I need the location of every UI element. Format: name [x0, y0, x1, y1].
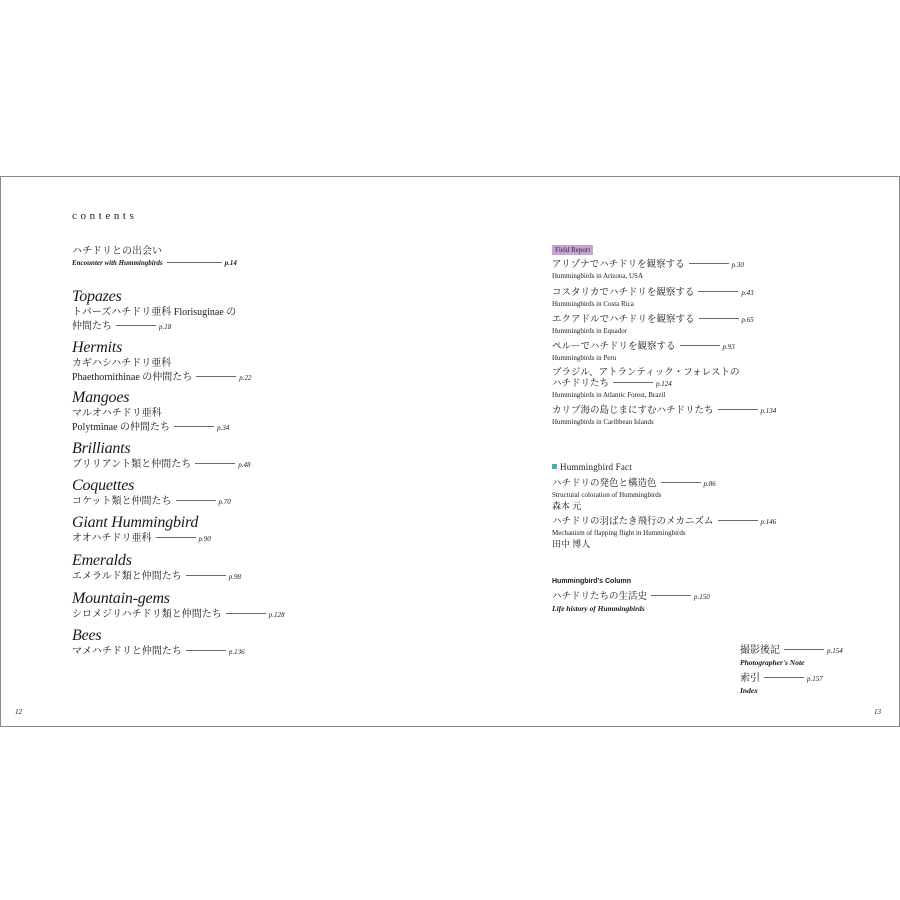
section-brilliants [72, 440, 250, 472]
contents-heading: contents [72, 210, 138, 222]
leader-line [718, 520, 758, 521]
section-title: シロメジリハチドリ類と仲間たち [72, 609, 222, 620]
page-ref: p.90 [198, 535, 211, 543]
page-ref: p.18 [159, 323, 172, 331]
leader-line [680, 345, 720, 346]
square-bullet-icon [552, 464, 557, 469]
leader-line [698, 291, 738, 292]
back-matter-index [740, 673, 823, 696]
page-number-left: 12 [15, 708, 22, 716]
leader-line [176, 500, 216, 501]
section-title: コケット類と仲間たち [72, 496, 172, 507]
toc-intro [72, 245, 237, 269]
page-ref: p.93 [722, 343, 735, 351]
page-ref: p.22 [239, 374, 252, 382]
entry-subtitle: Hummingbirds in Costa Rica [552, 300, 634, 308]
field-report-entry [552, 406, 776, 428]
page-number-right: 13 [874, 708, 881, 716]
leader-line [699, 318, 739, 319]
field-report-entry [552, 342, 735, 364]
entry-subtitle: Mechanism of flapping flight in Hummingbirds [552, 529, 686, 537]
leader-line [784, 649, 824, 650]
entry-title: ハチドリの発色と構造色 [552, 479, 657, 489]
page-ref: p.136 [228, 648, 245, 656]
entry-title-line [552, 260, 744, 271]
section-topazes [72, 288, 236, 334]
field-report-badge: Field Report [552, 245, 593, 255]
page-ref: p.157 [807, 675, 823, 683]
entry-title: ハチドリたち [552, 379, 610, 389]
entry-title-line [740, 673, 823, 685]
entry-title: ハチドリたちの生活史 [552, 592, 648, 602]
section-title: マメハチドリと仲間たち [72, 646, 182, 657]
section-mangoes [72, 389, 229, 435]
section-title-line [72, 608, 284, 622]
column-entry [552, 592, 710, 614]
section-title-line [72, 421, 229, 435]
section-name: Emeralds [72, 552, 132, 569]
leader-line [651, 595, 691, 596]
section-bees [72, 627, 245, 659]
fact-heading-text: Hummingbird Fact [560, 462, 632, 472]
page-ref: p.48 [238, 461, 251, 469]
page-ref: p.128 [268, 611, 285, 619]
leader-line [167, 262, 222, 263]
section-emeralds [72, 552, 241, 584]
entry-title: アリゾナでハチドリを観察する [552, 260, 685, 270]
section-name: Coquettes [72, 477, 135, 494]
section-title-line [72, 532, 211, 546]
hummingbird-fact-heading [552, 462, 632, 472]
section-subfamily: トパーズハチドリ亜科 Florisuginae の [72, 307, 237, 318]
entry-title-line [552, 592, 710, 603]
section-title-line [72, 458, 250, 472]
fact-entry [552, 517, 776, 550]
section-name: Hermits [72, 339, 123, 356]
section-title-line [72, 320, 236, 334]
entry-title-line [552, 517, 776, 528]
leader-line [186, 650, 226, 651]
section-subfamily: カギハシハチドリ亜科 [72, 358, 172, 369]
section-mountain-gems [72, 590, 284, 622]
section-hermits [72, 339, 252, 385]
entry-title: コスタリカでハチドリを観察する [552, 288, 695, 298]
entry-subtitle: Structural coloration of Hummingbirds [552, 491, 662, 499]
section-title-line [72, 495, 231, 509]
entry-title-first-line: ブラジル、アトランティック・フォレストの [552, 368, 740, 378]
page-ref: p.65 [741, 316, 754, 324]
entry-subtitle: Hummingbirds in Atlantic Forest, Brazil [552, 391, 666, 399]
entry-title: カリブ海の島じまにすむハチドリたち [552, 406, 714, 416]
leader-line [613, 382, 653, 383]
page-ref: p.86 [703, 480, 716, 488]
section-title: オオハチドリ亜科 [72, 533, 152, 544]
entry-subtitle: Hummingbirds in Peru [552, 354, 617, 362]
entry-subtitle: Hummingbirds in Caribbean Islands [552, 418, 654, 426]
entry-subtitle: Photographer's Note [740, 658, 805, 667]
leader-line [689, 263, 729, 264]
section-title-line [72, 645, 245, 659]
section-title: エメラルド類と仲間たち [72, 571, 182, 582]
entry-author: 田中 博人 [552, 539, 591, 549]
entry-title-line [552, 479, 716, 490]
page-ref: p.43 [741, 289, 754, 297]
field-report-entry [552, 368, 739, 401]
page-ref: p.70 [218, 498, 231, 506]
section-title: Phaethornithinae の仲間たち [72, 372, 193, 383]
section-name: Brilliants [72, 440, 131, 457]
leader-line [195, 463, 235, 464]
section-title: ブリリアント類と仲間たち [72, 459, 192, 470]
section-name: Giant Hummingbird [72, 514, 199, 531]
page-ref: p.34 [217, 424, 230, 432]
leader-line [718, 409, 758, 410]
leader-line [226, 613, 266, 614]
entry-title-line [552, 288, 754, 299]
page-ref: p.30 [731, 261, 744, 269]
section-title: Polytminae の仲間たち [72, 422, 171, 433]
section-giant-hummingbird [72, 514, 211, 546]
page-ref: p.154 [827, 647, 843, 655]
field-report-entry [552, 288, 754, 310]
entry-title-line [552, 315, 754, 326]
section-subfamily: マルオハチドリ亜科 [72, 408, 162, 419]
page-ref: p.124 [656, 380, 672, 388]
intro-subtitle: Encounter with Hummingbirds [72, 259, 163, 267]
page-ref: p.98 [228, 573, 241, 581]
leader-line [186, 575, 226, 576]
entry-title: 撮影後記 [740, 645, 780, 656]
field-report-entry [552, 315, 754, 337]
leader-line [116, 325, 156, 326]
field-report-entry [552, 260, 744, 282]
entry-title-line [740, 645, 843, 657]
entry-title-line [552, 342, 735, 353]
page-ref: p.150 [694, 593, 710, 601]
section-coquettes [72, 477, 231, 509]
page-ref: p.14 [224, 259, 237, 267]
leader-line [661, 482, 701, 483]
back-matter-photographers-note [740, 645, 843, 668]
page-ref: p.134 [760, 407, 777, 415]
entry-title: ペルーでハチドリを観察する [552, 342, 676, 352]
section-title: 仲間たち [72, 321, 112, 332]
entry-subtitle: Index [740, 686, 758, 695]
fact-entry [552, 479, 716, 512]
entry-title-line [552, 406, 776, 417]
section-name: Bees [72, 627, 102, 644]
leader-line [156, 537, 196, 538]
intro-subtitle-line [72, 258, 237, 269]
intro-title: ハチドリとの出会い [72, 246, 162, 257]
column-heading: Hummingbird's Column [552, 578, 632, 585]
section-name: Mangoes [72, 389, 130, 406]
leader-line [174, 426, 214, 427]
entry-title: エクアドルでハチドリを観察する [552, 315, 695, 325]
entry-subtitle: Life history of Hummingbirds [552, 604, 645, 613]
leader-line [764, 677, 804, 678]
entry-author: 森本 元 [552, 501, 582, 511]
entry-title: ハチドリの羽ばたき飛行のメカニズム [552, 517, 714, 527]
intro-title-line [72, 245, 237, 258]
section-name: Mountain-gems [72, 590, 170, 607]
entry-subtitle: Hummingbirds in Arizona, USA [552, 272, 643, 280]
leader-line [196, 376, 236, 377]
page-ref: p.146 [760, 518, 777, 526]
entry-title: 索引 [740, 673, 760, 684]
entry-subtitle: Hummingbirds in Equador [552, 327, 628, 335]
section-title-line [72, 371, 252, 385]
section-title-line [72, 570, 241, 584]
section-name: Topazes [72, 288, 122, 305]
entry-title-line [552, 379, 739, 390]
